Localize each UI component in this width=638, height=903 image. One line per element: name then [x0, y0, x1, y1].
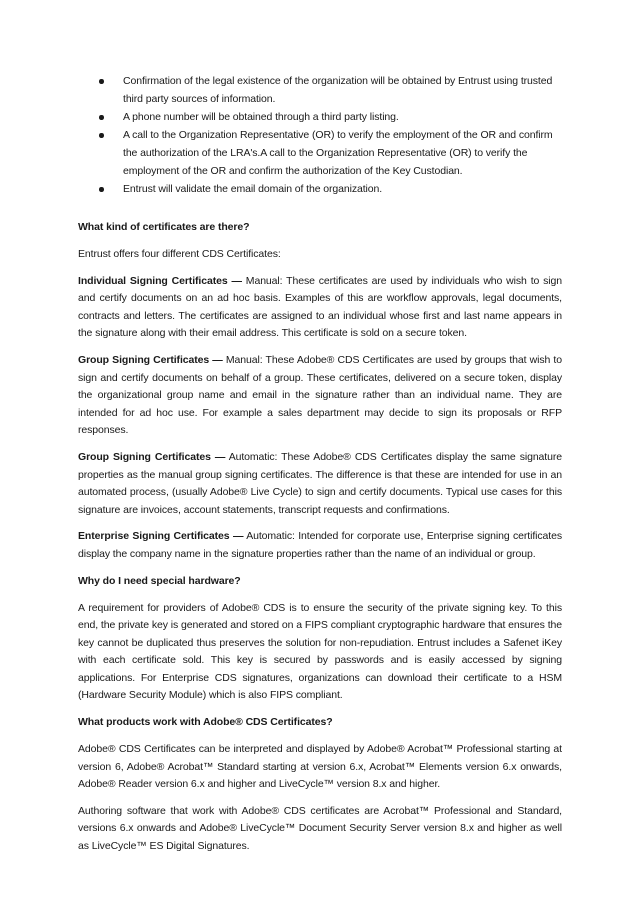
enterprise-text: Automatic: Intended for corporate use, Enterprise signing certificates display the company name in the signature properties rather than the name of an individual or group.: [78, 530, 563, 560]
document-body: [78, 219, 562, 865]
hardware-heading: Why do I need special hardware?: [78, 574, 241, 587]
bullet-text: Entrust will validate the email domain of the organization.: [123, 183, 383, 195]
individual-certificates-paragraph: [78, 273, 562, 343]
group-auto-certificates-paragraph: [78, 449, 562, 519]
bullet-text: A phone number will be obtained through a third party listing.: [123, 111, 399, 123]
hardware-paragraph: A requirement for providers of Adobe® CDS is to ensure the security of the private signing key. To this end, the private key is generated and stored on a FIPS compliant cryptographic hardware that ensures the key cannot be duplicated thus preserves the solution for non-repudiation. Entrust includes a Safenet iKey with each certificate sold. This key is secured by passwords and is easily accessed by signing applications. For Enterprise CDS signatures, organizations can download their certificate to a HSM (Hardware Security Module) which is also FIPS compliant.: [78, 601, 562, 702]
individual-lead: Individual Signing Certificates —: [78, 274, 242, 287]
bullet-item: [116, 126, 562, 180]
products-paragraph-2: Authoring software that work with Adobe® CDS certificates are Acrobat™ Professional and Standard, versions 6.x onwards and Adobe® LiveCycle™ Document Security Server version 8.x and higher as well as LiveCycle™ ES Digital Signatures.: [78, 804, 562, 853]
verification-bullet-list: [116, 72, 562, 198]
individual-text: Manual: These certificates are used by individuals who wish to sign and certify documents on an ad hoc basis. Examples of this are workflow approvals, legal documents, contracts and letters. The certificates are assigned to an individual whose first and last name appears in the signature along with their email address. This certificate is sold on a secure token.: [78, 274, 563, 340]
bullet-text: A call to the Organization Representative (OR) to verify the employment of the OR and confirm the authorization of the LRA's.A call to the Organization Representative (OR) to verify the employment of the OR and confirm the authorization of the Key Custodian.: [123, 129, 553, 177]
enterprise-certificates-paragraph: [78, 528, 562, 563]
bullet-item: [116, 180, 562, 198]
group-manual-lead: Group Signing Certificates —: [78, 353, 223, 366]
kinds-heading: What kind of certificates are there?: [78, 221, 250, 233]
bullet-item: [116, 72, 562, 108]
bullet-icon: [99, 115, 104, 120]
enterprise-lead: Enterprise Signing Certificates —: [78, 530, 244, 543]
group-manual-certificates-paragraph: [78, 352, 562, 440]
group-manual-text: Manual: These Adobe® CDS Certificates are used by groups that wish to sign and certify documents on behalf of a group. These certificates, delivered on a secure token, display the organizational group name and email in the signature rather than an individual name. They are intended for ad hoc use. For example a sales department may decide to sign its proposals or RFP responses.: [78, 353, 562, 437]
bullet-item: [116, 108, 562, 126]
kinds-intro: Entrust offers four different CDS Certificates:: [78, 248, 281, 260]
bullet-icon: [99, 187, 104, 192]
products-heading: What products work with Adobe® CDS Certificates?: [78, 716, 333, 729]
group-auto-text: Automatic: These Adobe® CDS Certificates display the same signature properties as the manual group signing certificates. The difference is that these are intended for use in an automated process, (usually Adobe® Live Cycle) to sign and certify documents. Typical use cases for this signature are invoices, account statements, transcript requests and confirmations.: [78, 450, 562, 516]
bullet-icon: [99, 79, 104, 84]
bullet-icon: [99, 133, 104, 138]
group-auto-lead: Group Signing Certificates —: [78, 450, 226, 463]
products-paragraph-1: Adobe® CDS Certificates can be interpreted and displayed by Adobe® Acrobat™ Professional starting at version 6, Adobe® Acrobat™ Standard starting at version 6.x, Acrobat™ Elements version 6.x onwards, Adobe® Reader version 6.x and higher and LiveCycle™ version 8.x and higher.: [78, 743, 562, 791]
bullet-text: Confirmation of the legal existence of the organization will be obtained by Entrust using trusted third party sources of information.: [123, 75, 553, 105]
